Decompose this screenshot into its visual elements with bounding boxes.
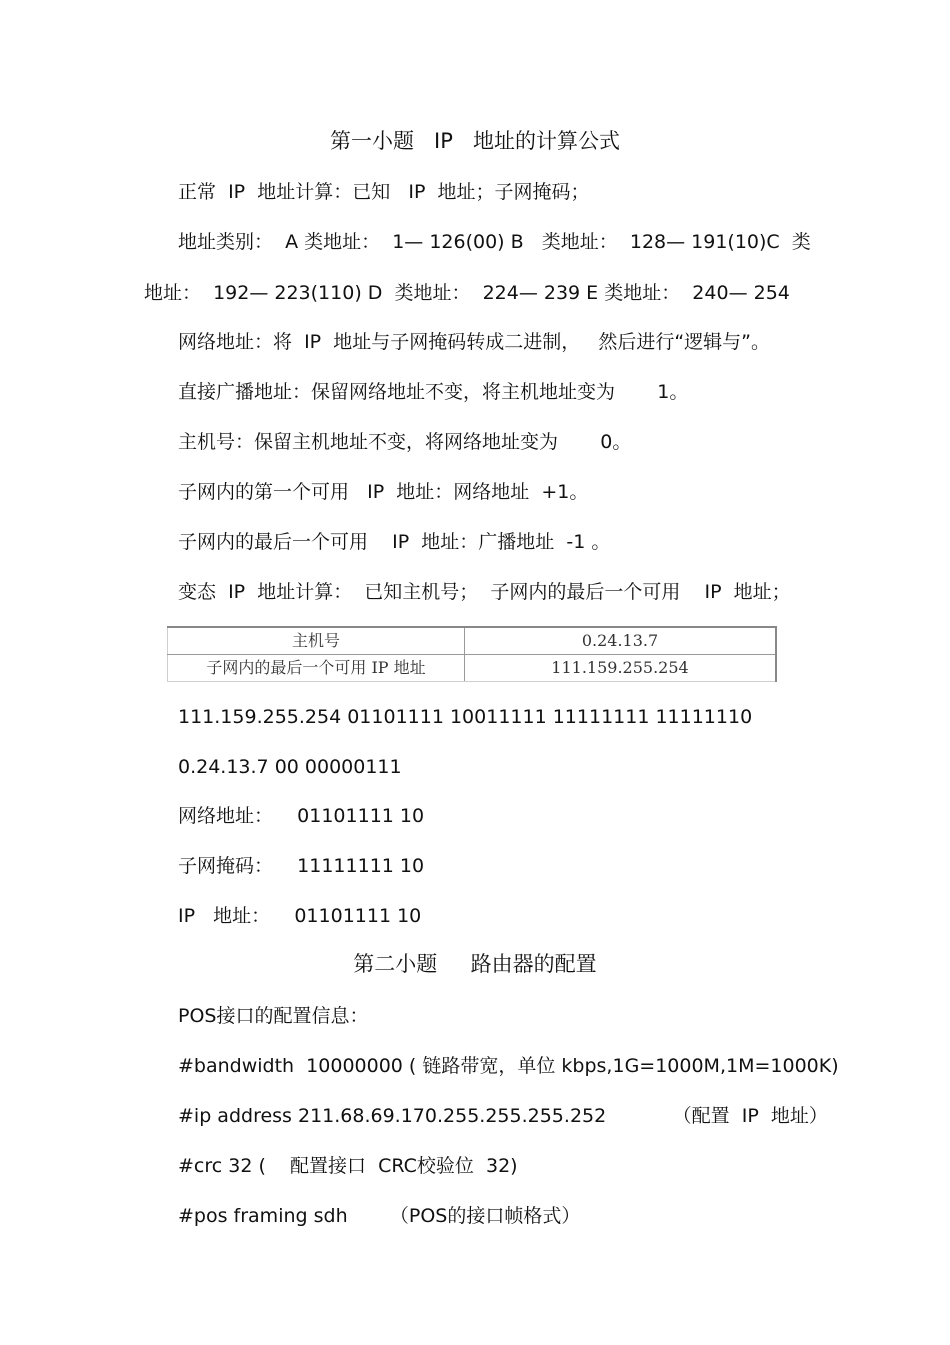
text-line: 直接广播地址：保留网络地址不变，将主机地址变为 1。 xyxy=(178,381,689,403)
text-line: 111.159.255.254 01101111 10011111 11111111 11111110 xyxy=(178,706,753,728)
text-line: 地址： 192— 223(110) D 类地址： 224— 239 E 类地址： 240— 254 xyxy=(144,282,790,304)
text-line: 网络地址： 01101111 10 xyxy=(178,805,425,827)
text-line: 子网内的最后一个可用 IP 地址：广播地址 -1 。 xyxy=(178,531,611,553)
text-line: POS接口的配置信息： xyxy=(178,1005,369,1027)
text-line: 子网掩码： 11111111 10 xyxy=(178,855,425,877)
text-line: #pos framing sdh （POS的接口帧格式） xyxy=(178,1205,581,1227)
host-ip-table xyxy=(167,626,777,682)
text-line: 子网内的第一个可用 IP 地址：网络地址 +1。 xyxy=(178,481,589,503)
text-line: #ip address 211.68.69.170.255.255.255.252 （配置 IP 地址） xyxy=(178,1105,828,1127)
text-line: #crc 32 ( 配置接口 CRC校验位 32) xyxy=(178,1155,518,1177)
section-1-title: 第一小题 IP 地址的计算公式 xyxy=(330,129,620,153)
text-line: 0.24.13.7 00 00000111 xyxy=(178,756,402,778)
text-line: 变态 IP 地址计算： 已知主机号； 子网内的最后一个可用 IP 地址； xyxy=(178,581,791,603)
table-cell: 子网内的最后一个可用 IP 地址 xyxy=(168,655,465,682)
text-line: 正常 IP 地址计算：已知 IP 地址；子网掩码； xyxy=(178,181,590,203)
table-cell: 主机号 xyxy=(168,627,465,655)
text-line: #bandwidth 10000000 ( 链路带宽，单位 kbps,1G=1000M,1M=1000K) xyxy=(178,1055,839,1077)
text-line: 地址类别： A 类地址： 1— 126(00) B 类地址： 128— 191(10)C 类 xyxy=(178,231,811,253)
text-line: IP 地址： 01101111 10 xyxy=(178,905,422,927)
text-line: 网络地址：将 IP 地址与子网掩码转成二进制， 然后进行“逻辑与”。 xyxy=(178,331,771,353)
section-2-title: 第二小题 路由器的配置 xyxy=(353,952,597,976)
table-cell: 0.24.13.7 xyxy=(465,627,777,655)
table-cell: 111.159.255.254 xyxy=(465,655,777,682)
text-line: 主机号：保留主机地址不变，将网络地址变为 0。 xyxy=(178,431,632,453)
table-row xyxy=(168,627,777,655)
table-row xyxy=(168,655,777,682)
